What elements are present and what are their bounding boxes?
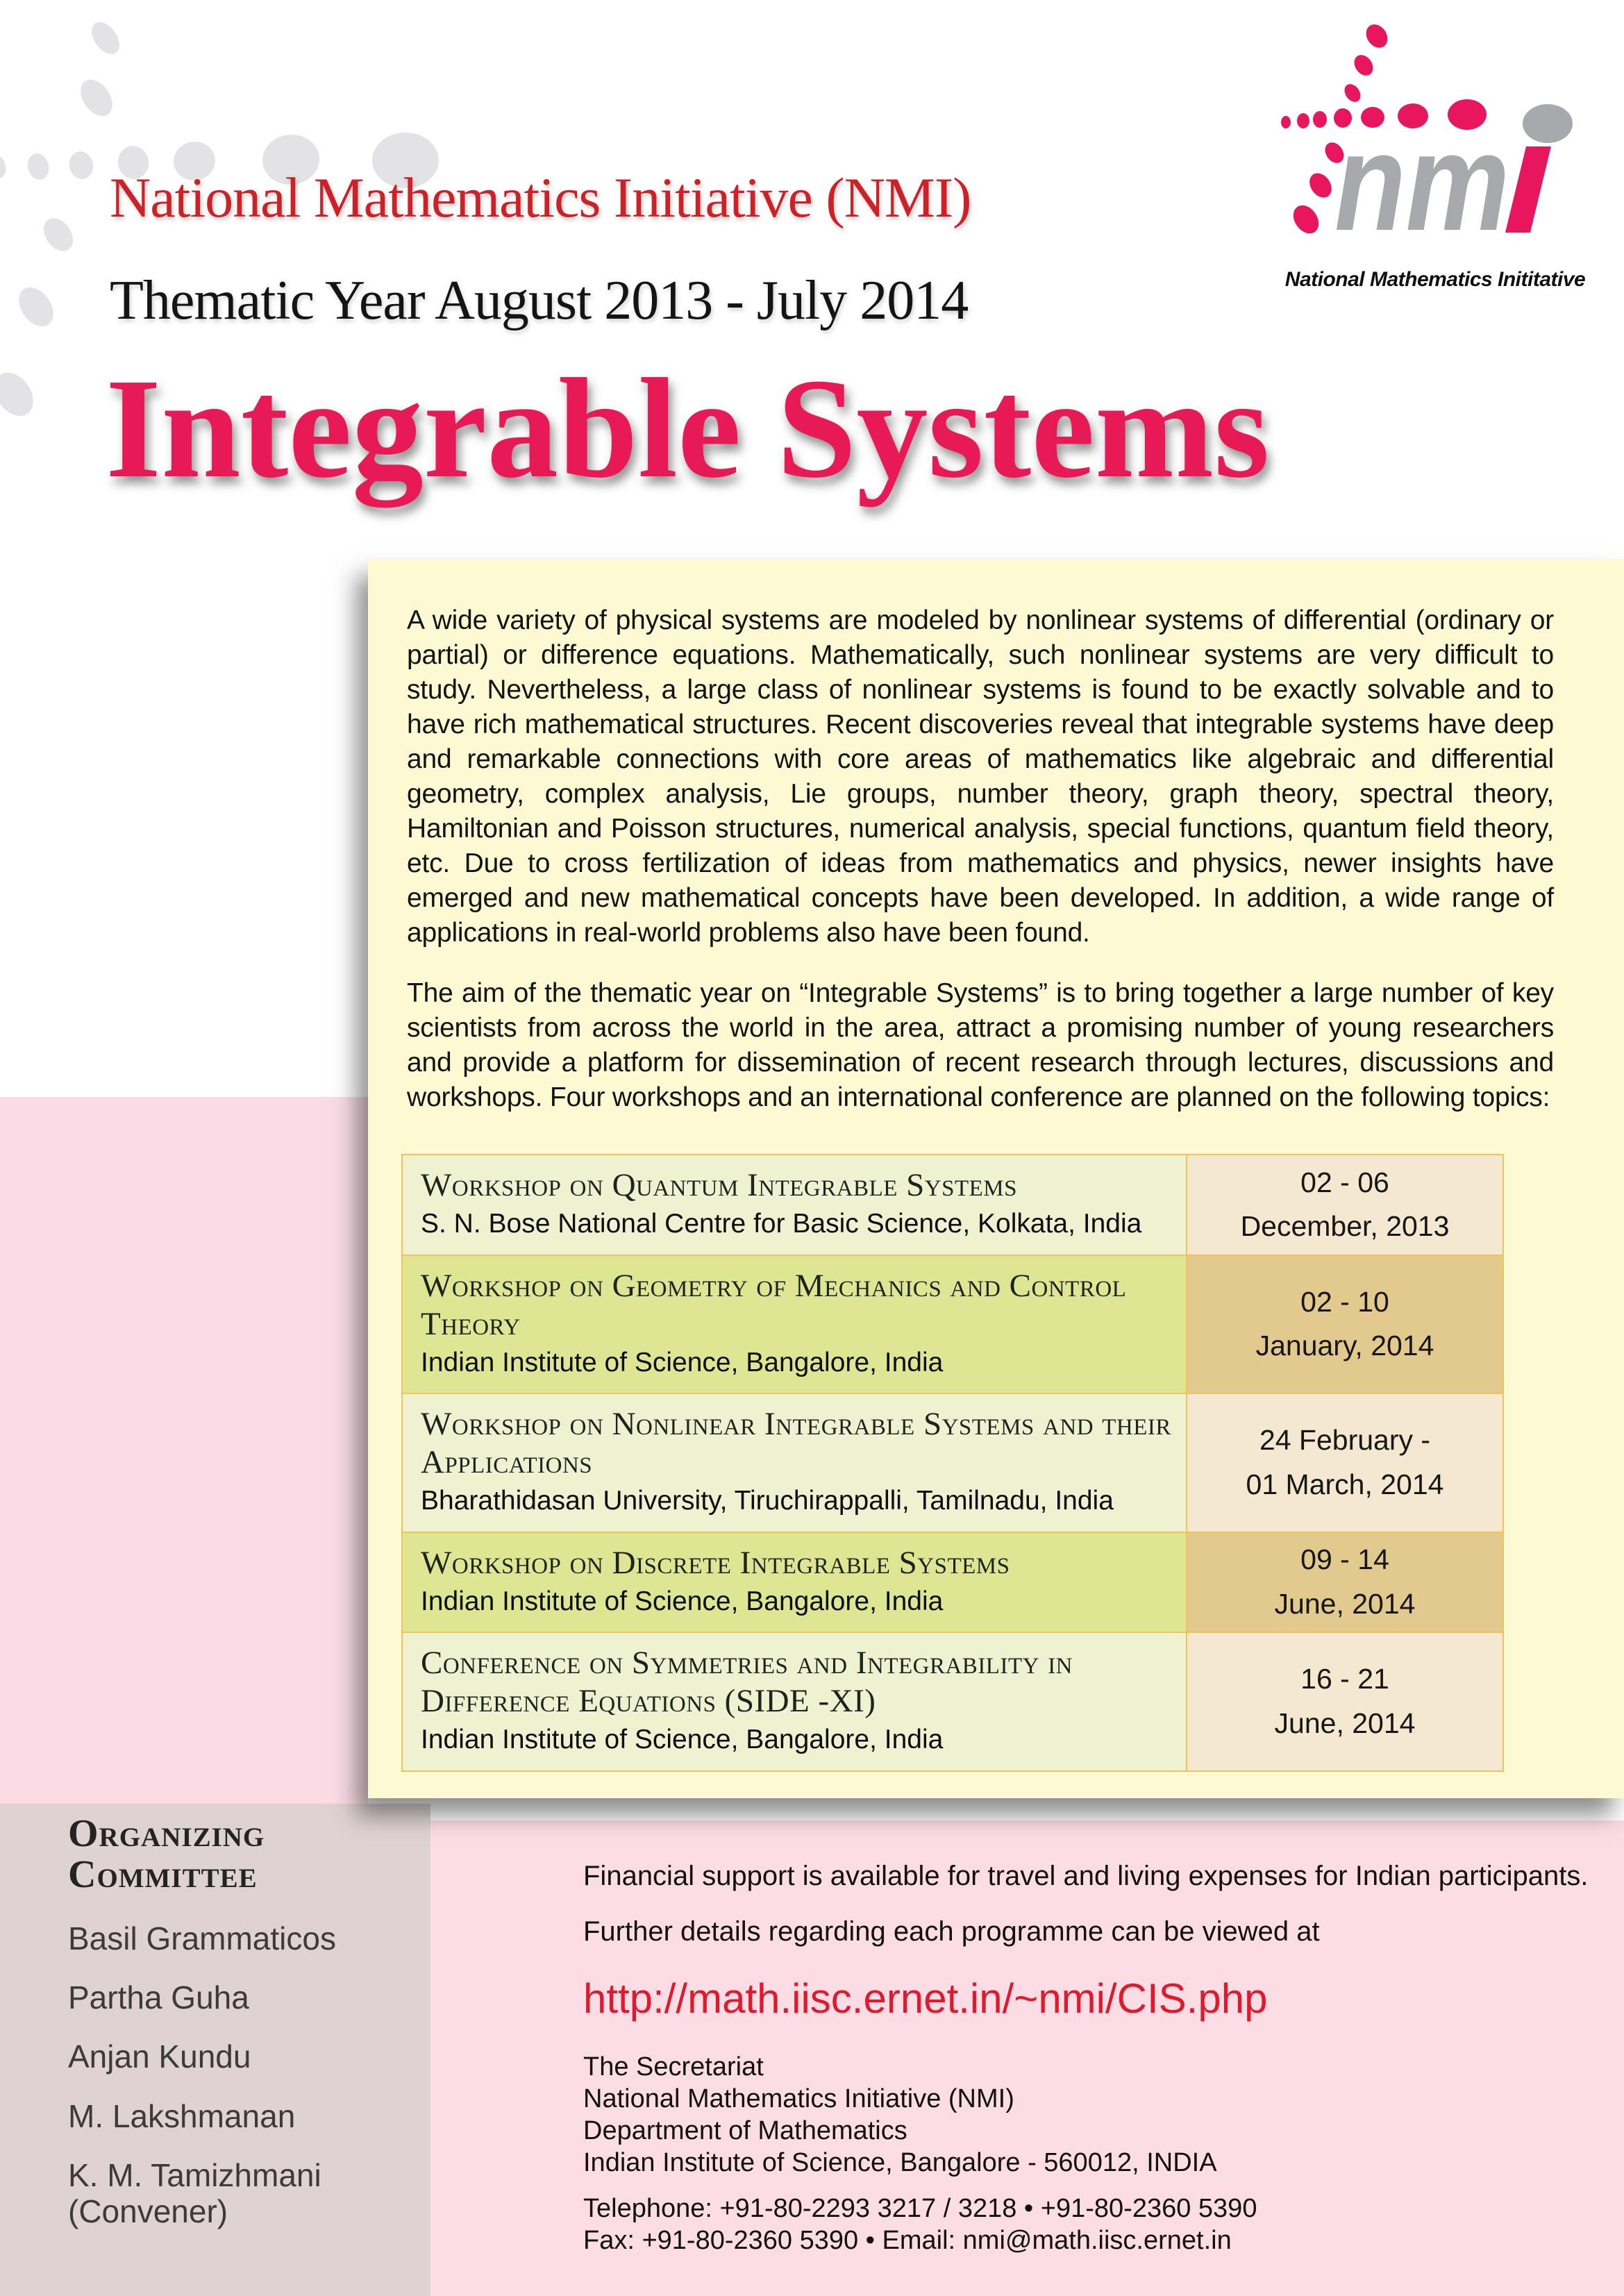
workshop-title: Workshop on Geometry of Mechanics and Control Theory <box>421 1267 1127 1342</box>
table-row <box>402 1532 1503 1633</box>
workshop-title: Workshop on Nonlinear Integrable Systems and their Applications <box>421 1406 1171 1481</box>
intro-paragraph-1: A wide variety of physical systems are modeled by nonlinear systems of differential (ordinary or partial) or difference equations. Mathematically, such nonlinear systems are very difficult to study. Nevertheless, a large class of nonlinear systems is found to be exactly solvable and to have rich mathematical structures. Recent discoveries reveal that integrable systems have deep and remarkable connections with core areas of mathematics like algebraic and differential geometry, complex analysis, Lie groups, number theory, graph theory, spectral theory, Hamiltonian and Poisson structures, numerical analysis, special functions, quantum field theory, etc. Due to cross fertilization of ideas from mathematics and physics, newer insights have emerged and new mathematical concepts have been developed. In addition, a wide range of applications in real-world problems also have been found. <box>407 605 1554 948</box>
content-box <box>368 559 1624 1798</box>
secretariat-line: Department of Mathematics <box>583 2116 907 2145</box>
workshop-date: 09 - 14 June, 2014 <box>1187 1532 1503 1633</box>
workshop-date: 24 February - 01 March, 2014 <box>1187 1393 1503 1532</box>
workshop-venue: Indian Institute of Science, Bangalore, India <box>421 1725 944 1755</box>
programme-url: http://math.iisc.ernet.in/~nmi/CIS.php <box>583 1975 1268 2022</box>
further-details-note: Further details regarding each programme can be viewed at <box>583 1916 1320 1947</box>
logo-i-dot <box>1523 104 1573 143</box>
workshop-venue: Indian Institute of Science, Bangalore, India <box>421 1347 944 1377</box>
workshop-venue: S. N. Bose National Centre for Basic Science, Kolkata, India <box>421 1208 1142 1239</box>
workshop-venue: Indian Institute of Science, Bangalore, India <box>421 1586 944 1616</box>
committee-member: Basil Grammaticos <box>68 1920 336 1956</box>
org-title: National Mathematics Initiative (NMI) <box>110 166 971 229</box>
workshop-title: Conference on Symmetries and Integrability in Difference Equations (SIDE -XI) <box>421 1645 1073 1720</box>
committee-heading: Organizing Committee <box>68 1812 265 1897</box>
table-row <box>402 1632 1503 1771</box>
workshop-venue: Bharathidasan University, Tiruchirappalli, Tamilnadu, India <box>421 1486 1114 1516</box>
secretariat-line: National Mathematics Initiative (NMI) <box>583 2084 1014 2113</box>
financial-support-note: Financial support is available for travel and living expenses for Indian participants. <box>583 1861 1589 1891</box>
workshop-date: 02 - 10 January, 2014 <box>1187 1255 1503 1394</box>
secretariat-line: Indian Institute of Science, Bangalore - 560012, INDIA <box>583 2148 1217 2177</box>
logo-letters: nm <box>1334 105 1509 260</box>
thematic-year-subtitle: Thematic Year August 2013 - July 2014 <box>110 270 969 331</box>
logo-caption: National Mathematics Inititative <box>1284 268 1586 291</box>
schedule-table <box>401 1154 1504 1772</box>
main-title: Integrable Systems <box>106 349 1270 508</box>
committee-member: K. M. Tamizhmani <box>68 2156 321 2193</box>
pink-left-panel <box>0 1097 368 1804</box>
table-row <box>402 1393 1503 1532</box>
table-row <box>402 1155 1503 1255</box>
table-row <box>402 1255 1503 1394</box>
committee-member: Anjan Kundu <box>68 2038 251 2075</box>
fax-email-line: Fax: +91-80-2360 5390 • Email: nmi@math.iisc.ernet.in <box>583 2226 1232 2255</box>
secretariat-block <box>583 2051 1217 2179</box>
logo-i-stem <box>1505 146 1551 233</box>
committee-member: Partha Guha <box>68 1979 249 2016</box>
convener-label: (Convener) <box>68 2193 228 2230</box>
committee-member: M. Lakshmanan <box>68 2097 296 2134</box>
organizing-committee <box>68 1813 401 2229</box>
telephone-line: Telephone: +91-80-2293 3217 / 3218 • +91-80-2360 5390 <box>583 2194 1257 2223</box>
workshop-title: Workshop on Quantum Integrable Systems <box>421 1167 1017 1203</box>
nmi-logo <box>1271 19 1597 266</box>
workshop-title: Workshop on Discrete Integrable Systems <box>421 1544 1010 1581</box>
workshop-date: 02 - 06 December, 2013 <box>1187 1155 1503 1255</box>
secretariat-line: The Secretariat <box>583 2052 764 2081</box>
intro-paragraph-2: The aim of the thematic year on “Integrable Systems” is to bring together a large number of key scientists from across the world in the area, attract a promising number of young researchers and provide a platform for dissemination of recent research through lectures, discussions and workshops. Four workshops and an international conference are planned on the following topics: <box>407 978 1554 1112</box>
workshop-date: 16 - 21 June, 2014 <box>1187 1632 1503 1771</box>
